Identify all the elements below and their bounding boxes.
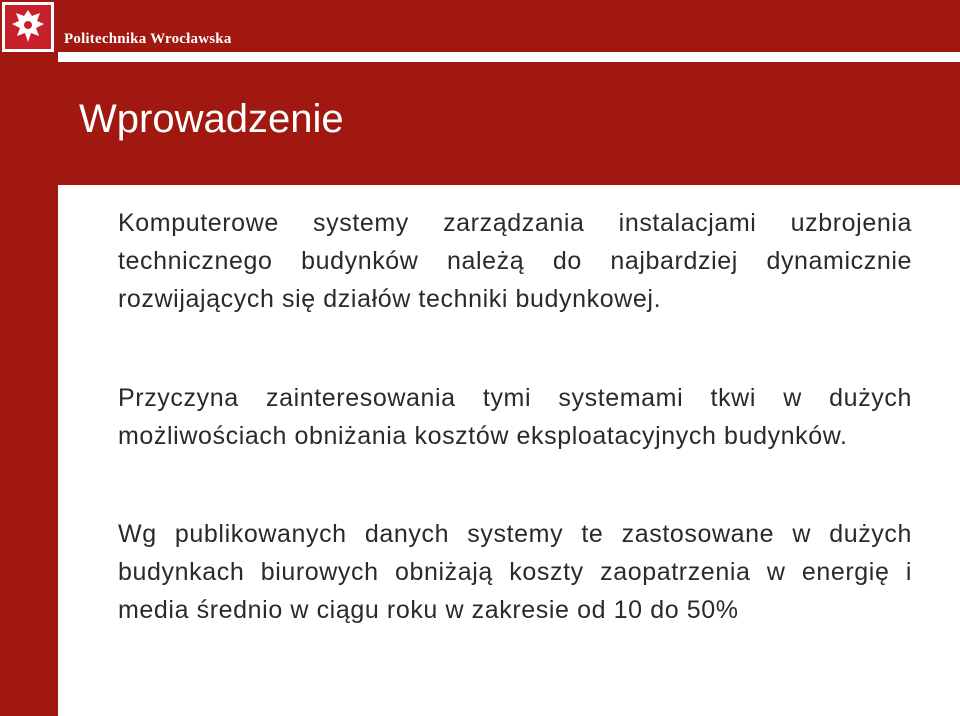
paragraph-3: Wg publikowanych danych systemy te zastosowane w dużych budynkach biurowych obniżają koszty zaopatrzenia w energię i media średnio w ciągu roku w zakresie od 10 do 50% (118, 520, 912, 624)
paragraph-2: Przyczyna zainteresowania tymi systemami tkwi w dużych możliwościach obniżania kosztów eksploatacyjnych budynków. (118, 384, 912, 450)
slide-title: Wprowadzenie (79, 97, 344, 141)
left-accent-band (0, 52, 58, 716)
eagle-crest-icon (2, 2, 54, 52)
header-bar (0, 0, 960, 52)
institution-name: Politechnika Wrocławska (64, 31, 232, 47)
university-logo (2, 2, 54, 52)
paragraph-1: Komputerowe systemy zarządzania instalacjami uzbrojenia technicznego budynków należą do najbardziej dynamicznie rozwijających się działów techniki budynkowej. (118, 209, 912, 313)
title-band (58, 52, 960, 185)
